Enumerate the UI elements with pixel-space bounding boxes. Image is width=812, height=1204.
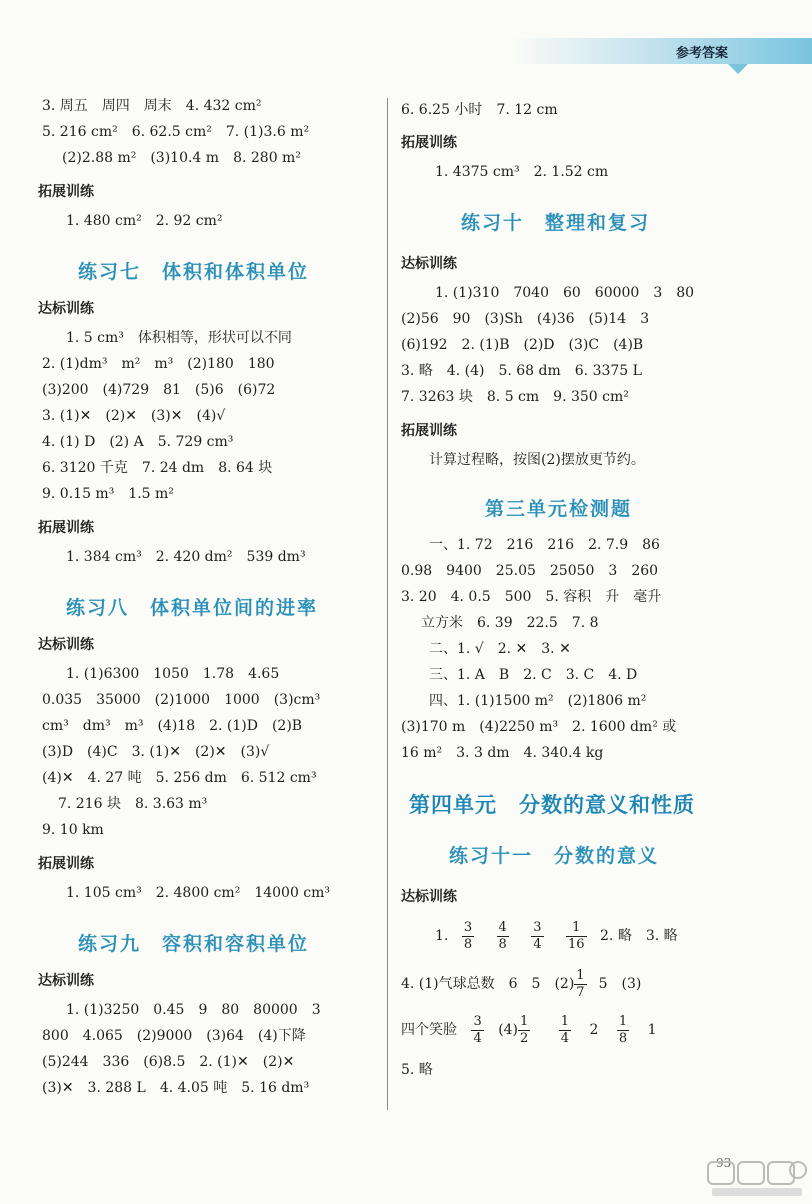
section-heading: 练习十 整理和复习 <box>461 212 651 234</box>
answer-line: 1. 480 cm² 2. 92 cm² <box>66 213 223 229</box>
answer-line: 800 4.065 (2)9000 (3)64 (4)下降 <box>42 1028 306 1044</box>
answer-line: (3)170 m (4)2250 m³ 2. 1600 dm² 或 <box>401 719 677 735</box>
header-tag <box>512 38 812 64</box>
section-heading: 练习十一 分数的意义 <box>449 845 660 867</box>
fraction: $\frac{3}{4}$ <box>533 919 542 952</box>
section-label: 达标训练 <box>401 889 457 905</box>
answer-text: 2 <box>589 1022 599 1038</box>
section-heading: 练习八 体积单位间的进率 <box>66 597 319 619</box>
answer-line-fractions <box>401 966 771 1002</box>
header-tag-tail <box>728 64 748 74</box>
section-label: 达标训练 <box>38 301 94 317</box>
header-tag-label: 参考答案 <box>675 46 728 61</box>
question-number: 1. <box>435 928 449 944</box>
fraction: $\frac{1}{7}$ <box>576 967 585 1000</box>
answer-text: 四个笑脸 <box>401 1022 457 1038</box>
section-label: 达标训练 <box>401 256 457 272</box>
section-heading: 第三单元检测题 <box>485 498 633 520</box>
answer-line: 5. 略 <box>401 1062 433 1078</box>
section-label: 拓展训练 <box>401 135 457 151</box>
right-column <box>401 94 771 1080</box>
answer-text: 1 <box>647 1022 657 1038</box>
section-heading: 练习七 体积和体积单位 <box>78 261 310 283</box>
answer-line: 1. 384 cm³ 2. 420 dm² 539 dm³ <box>66 549 306 565</box>
section-label: 达标训练 <box>38 637 94 653</box>
answer-line: 二、1. √ 2. ✕ 3. ✕ <box>429 641 571 657</box>
fraction: $\frac{1}{2}$ <box>520 1013 529 1046</box>
fraction: $\frac{1}{8}$ <box>618 1013 628 1046</box>
answer-line: 1. (1)6300 1050 1.78 4.65 <box>66 666 280 682</box>
section-label: 拓展训练 <box>401 423 457 439</box>
answer-line: 4. (1) D (2) A 5. 729 cm³ <box>42 434 234 450</box>
answer-line: 6. 3120 千克 7. 24 dm 8. 64 块 <box>42 460 273 476</box>
answer-line: (3)D (4)C 3. (1)✕ (2)✕ (3)√ <box>42 744 270 760</box>
answer-line: 7. 216 块 8. 3.63 m³ <box>58 796 208 812</box>
answer-line: 7. 3263 块 8. 5 cm 9. 350 cm² <box>401 389 629 405</box>
answer-line: 3. (1)✕ (2)✕ (3)✕ (4)√ <box>42 408 226 424</box>
section-label: 拓展训练 <box>38 520 94 536</box>
fraction: $\frac{3}{4}$ <box>473 1013 482 1046</box>
answer-line: 四、1. (1)1500 m² (2)1806 m² <box>429 693 647 709</box>
section-label: 拓展训练 <box>38 184 94 200</box>
answer-line: 1. 105 cm³ 2. 4800 cm² 14000 cm³ <box>66 885 331 901</box>
answer-text: 4. (1)气球总数 6 5 (2) <box>401 976 575 992</box>
watermark-logo <box>700 1158 810 1200</box>
answer-line: 16 m² 3. 3 dm 4. 340.4 kg <box>401 745 604 761</box>
answer-line: 1. (1)310 7040 60 60000 3 80 <box>435 285 695 301</box>
page-number: 93 <box>716 1156 732 1170</box>
answer-line: 立方米 6. 39 22.5 7. 8 <box>421 615 599 631</box>
unit-heading: 第四单元 分数的意义和性质 <box>409 793 695 817</box>
answer-line: 一、1. 72 216 216 2. 7.9 86 <box>429 537 660 553</box>
answer-line: (6)192 2. (1)B (2)D (3)C (4)B <box>401 337 644 353</box>
answer-text: 2. 略 3. 略 <box>600 928 678 944</box>
answer-line: 1. 4375 cm³ 2. 1.52 cm <box>435 164 609 180</box>
answer-line: 6. 6.25 小时 7. 12 cm <box>401 102 558 118</box>
left-column <box>38 94 378 1098</box>
answer-line: 0.035 35000 (2)1000 1000 (3)cm³ <box>42 692 321 708</box>
answer-line: (2)56 90 (3)Sh (4)36 (5)14 3 <box>401 311 650 327</box>
answer-line: 0.98 9400 25.05 25050 3 260 <box>401 563 659 579</box>
answer-line: (3)200 (4)729 81 (5)6 (6)72 <box>42 382 276 398</box>
answer-line: cm³ dm³ m³ (4)18 2. (1)D (2)B <box>42 718 303 734</box>
answer-line: (5)244 336 (6)8.5 2. (1)✕ (2)✕ <box>42 1054 295 1070</box>
answer-line: 1. 5 cm³ 体积相等，形状可以不同 <box>66 330 292 346</box>
fraction: $\frac{1}{16}$ <box>568 919 585 952</box>
section-heading: 练习九 容积和容积单位 <box>78 933 310 955</box>
answer-line: 5. 216 cm² 6. 62.5 cm² 7. (1)3.6 m² <box>42 124 310 140</box>
answer-line: 3. 20 4. 0.5 500 5. 容积 升 毫升 <box>401 589 662 605</box>
answer-line: 三、1. A B 2. C 3. C 4. D <box>429 667 638 683</box>
answer-line: (2)2.88 m² (3)10.4 m 8. 280 m² <box>62 150 301 166</box>
section-label: 拓展训练 <box>38 856 94 872</box>
answer-line: 9. 0.15 m³ 1.5 m² <box>42 486 174 502</box>
answer-line: (3)✕ 3. 288 L 4. 4.05 吨 5. 16 dm³ <box>42 1080 310 1096</box>
watermark-icon <box>700 1158 810 1200</box>
answer-line: 9. 10 km <box>42 822 104 838</box>
section-label: 达标训练 <box>38 973 94 989</box>
answer-line-fractions <box>401 918 771 954</box>
answer-line: (4)✕ 4. 27 吨 5. 256 dm 6. 512 cm³ <box>42 770 317 786</box>
answer-text: (4) <box>498 1022 519 1038</box>
answer-line: 计算过程略，按图(2)摆放更节约。 <box>429 452 645 468</box>
answer-line: 3. 略 4. (4) 5. 68 dm 6. 3375 L <box>401 363 642 379</box>
answer-text: 5 (3) <box>598 976 642 992</box>
fraction: $\frac{4}{8}$ <box>498 919 507 952</box>
column-divider <box>387 98 388 1110</box>
answer-line: 1. (1)3250 0.45 9 80 80000 3 <box>66 1002 321 1018</box>
answer-line-fractions <box>401 1012 771 1048</box>
answer-line: 3. 周五 周四 周末 4. 432 cm² <box>42 98 262 114</box>
answer-line: 2. (1)dm³ m² m³ (2)180 180 <box>42 356 275 372</box>
fraction: $\frac{1}{4}$ <box>560 1013 570 1046</box>
fraction: $\frac{3}{8}$ <box>463 919 473 952</box>
